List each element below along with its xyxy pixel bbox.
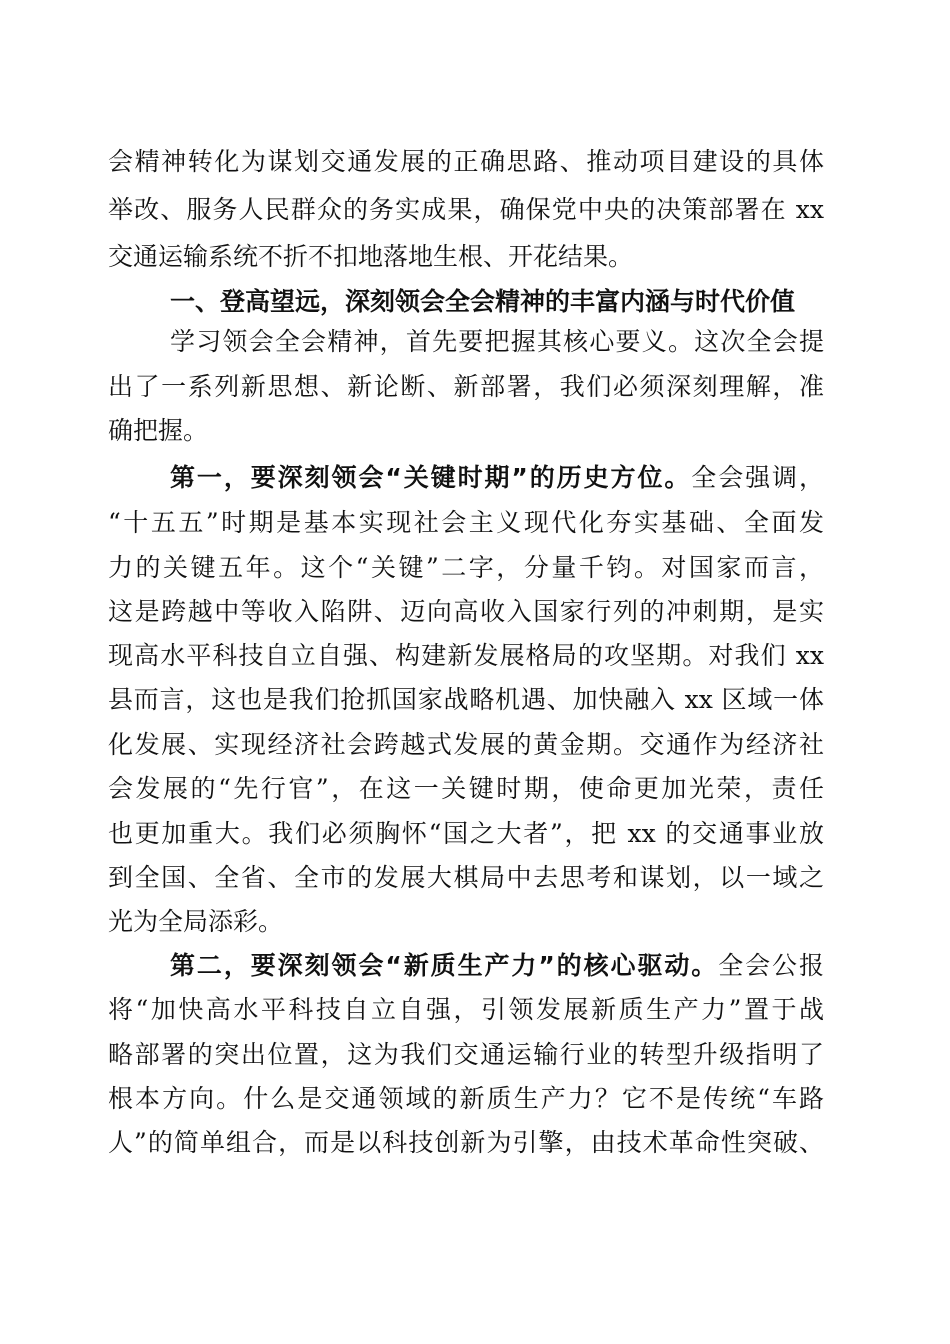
- paragraph-line: 会发展的“先行官”，在这一关键时期，使命更加光荣，责任: [108, 774, 824, 803]
- paragraph-line: 交通运输系统不折不扣地落地生根、开花结果。: [108, 242, 634, 271]
- paragraph-text: 全会强调，: [691, 463, 824, 492]
- paragraph-line: 出了一系列新思想、新论断、新部署，我们必须深刻理解，准: [108, 372, 824, 401]
- paragraph-line: [170, 461, 824, 495]
- paragraph-line: 现高水平科技自立自强、构建新发展格局的攻坚期。对我们 xx: [108, 641, 824, 670]
- paragraph-line: 化发展、实现经济社会跨越式发展的黄金期。交通作为经济社: [108, 730, 824, 759]
- paragraph-text: 全会公报: [718, 951, 824, 980]
- section-heading: 一、登高望远，深刻领会全会精神的丰富内涵与时代价值: [170, 287, 796, 316]
- paragraph-line: 确把握。: [108, 416, 209, 445]
- paragraph-line: 会精神转化为谋划交通发展的正确思路、推动项目建设的具体: [108, 147, 824, 176]
- paragraph-line: 举改、服务人民群众的务实成果，确保党中央的决策部署在 xx: [108, 195, 824, 224]
- paragraph-line: 这是跨越中等收入陷阱、迈向高收入国家行列的冲刺期，是实: [108, 597, 824, 626]
- paragraph-line: 到全国、全省、全市的发展大棋局中去思考和谋划，以一域之: [108, 863, 824, 892]
- paragraph-line: 将“加快高水平科技自立自强，引领发展新质生产力”置于战: [108, 995, 824, 1024]
- paragraph-lead: 第一，要深刻领会“关键时期”的历史方位。: [170, 463, 692, 492]
- paragraph-line: 根本方向。什么是交通领域的新质生产力？它不是传统“车路: [108, 1084, 824, 1113]
- paragraph-line: [170, 949, 824, 983]
- paragraph-line: 略部署的突出位置，这为我们交通运输行业的转型升级指明了: [108, 1040, 824, 1069]
- paragraph-line: 光为全局添彩。: [108, 907, 284, 936]
- paragraph-line: 县而言，这也是我们抢抓国家战略机遇、加快融入 xx 区域一体: [108, 685, 824, 714]
- paragraph-line: 力的关键五年。这个“关键”二字，分量千钧。对国家而言，: [108, 553, 824, 582]
- paragraph-line: “十五五”时期是基本实现社会主义现代化夯实基础、全面发: [108, 508, 824, 537]
- paragraph-line: 人”的简单组合，而是以科技创新为引擎，由技术革命性突破、: [108, 1128, 824, 1157]
- paragraph-line: 也更加重大。我们必须胸怀“国之大者”，把 xx 的交通事业放: [108, 819, 824, 848]
- paragraph-line: 学习领会全会精神，首先要把握其核心要义。这次全会提: [170, 327, 824, 356]
- paragraph-lead: 第二，要深刻领会“新质生产力”的核心驱动。: [170, 951, 719, 980]
